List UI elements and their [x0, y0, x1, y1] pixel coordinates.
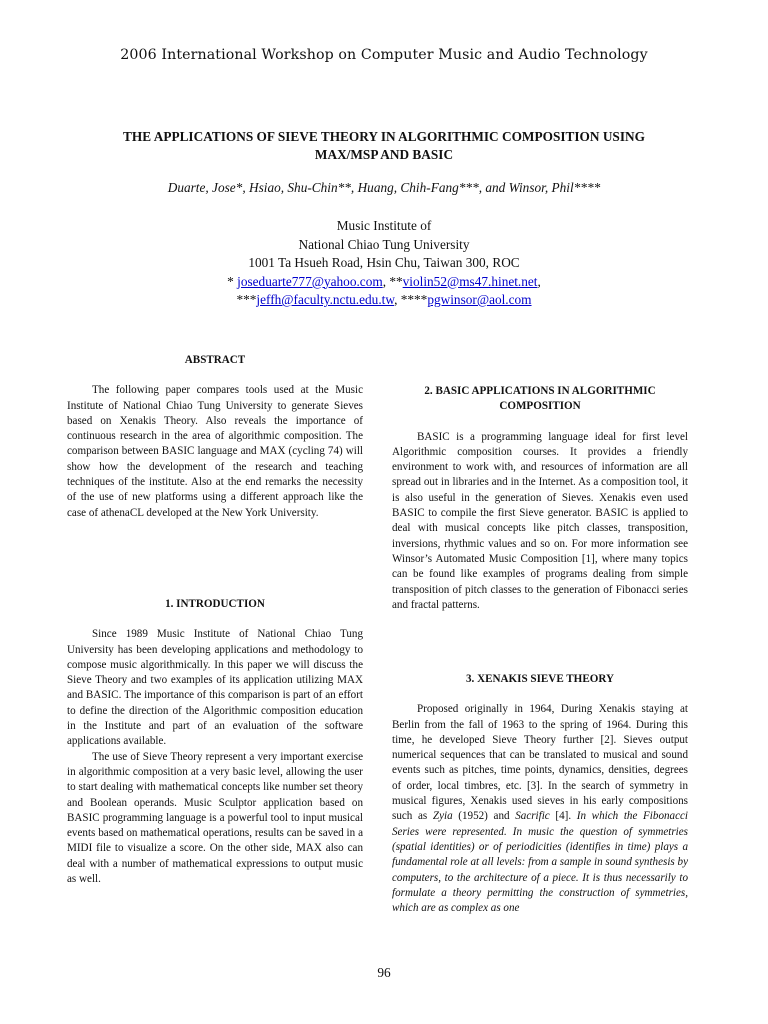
xenakis-paragraph — [392, 702, 688, 916]
email-link-hsiao[interactable]: violin52@ms47.hinet.net — [402, 273, 538, 289]
basic-section — [392, 384, 688, 613]
basic-heading — [392, 384, 688, 415]
xenakis-text: (1952) and — [452, 810, 516, 823]
affiliation — [0, 217, 768, 310]
xenakis-section — [392, 672, 688, 916]
introduction-paragraph-1: Since 1989 Music Institute of National Chiao Tung University has been developing applications and methodology to compose music algorithmically. In this paper we will discuss the Sieve Theory and two examples of its application utilizing MAX and BASIC. The importance of this comparison is part of an effort to define the direction of the Algorithmic composition education in the Institute and part of an evaluation of the software applications available. — [67, 628, 363, 748]
title-line-1: THE APPLICATIONS OF SIEVE THEORY IN ALGORITHMIC COMPOSITION USING — [123, 129, 645, 144]
page-number: 96 — [377, 965, 391, 980]
email-prefix: , ** — [382, 273, 403, 289]
email-link-duarte[interactable]: joseduarte777@yahoo.com — [237, 273, 383, 289]
abstract-text: The following paper compares tools used at the Music Institute of National Chiao Tung University to generate Sieves based on Xenakis Theory. Also reveals the importance of continuous research in the area of algorithmic composition. The comparison between BASIC language and MAX (cycling 74) will show how the development of the research and teaching techniques of the institute. Also at the end remarks the necessity of the use of new platforms using a different approach like the case of athenaCL developed at the New York University. — [67, 384, 363, 519]
email-separator: , — [537, 273, 541, 289]
affiliation-address: 1001 Ta Hsueh Road, Hsin Chu, Taiwan 300, ROC — [248, 255, 520, 270]
abstract-heading: ABSTRACT — [184, 354, 246, 366]
work-title-zyia: Zyia — [432, 810, 453, 823]
xenakis-heading: 3. XENAKIS SIEVE THEORY — [466, 673, 614, 685]
authors: Duarte, Jose*, Hsiao, Shu-Chin**, Huang, Chih-Fang***, and Winsor, Phil**** — [167, 180, 601, 195]
title-line-2: MAX/MSP AND BASIC — [314, 147, 454, 162]
work-title-sacrific: Sacrific — [515, 810, 550, 823]
basic-heading-line-1: 2. BASIC APPLICATIONS IN ALGORITHMIC — [424, 385, 656, 397]
affiliation-line-2: National Chiao Tung University — [298, 236, 470, 252]
introduction-section — [67, 597, 363, 887]
paper-title — [60, 128, 708, 164]
xenakis-quote: In which the Fibonacci Series were represented. In music the question of symmetries (spatial identities) or of periodicities (identifies in time) plays a fundamental role at all levels: from a sample in sound synthesis by computers, to the architecture of a piece. It is thus necessarily to formulate a theory permitting the construction of symmetries, which are as complex as one — [392, 810, 689, 915]
xenakis-text: Proposed originally in 1964, During Xenakis staying at Berlin from the fall of 1963 to the spring of 1964. During this time, he developed Sieve Theory further [2]. Sieves output numerical sequences that can be translated to musical and sound events such as pitches, time points, dynamics, densities, degrees of order, local timbres, etc. [3]. In the search of symmetry in musical figures, Xenakis used sieves in his early compositions such as — [392, 703, 688, 823]
basic-heading-line-2: COMPOSITION — [499, 400, 581, 413]
email-prefix: * — [227, 273, 238, 289]
introduction-heading: 1. INTRODUCTION — [165, 598, 265, 610]
email-line-1 — [0, 273, 768, 292]
basic-paragraph: BASIC is a programming language ideal for first level Algorithmic composition courses. It provides a friendly environment to work with, and resources of information are all spread out in libraries and in the Internet. As a composition tool, it is also useful in the generation of Sieves. Xenakis even used BASIC to compile the first Sieve generator. BASIC is applied to deal with musical concepts like pitch classes, transposition, inversions, rhythmic values and so on. For more information see Winsor’s Automated Music Composition [1], where many topics can be found like examples of programs dealing from simple transposition of pitch classes to the generation of Fibonacci series and fractal patterns. — [392, 430, 688, 611]
affiliation-line-1: Music Institute of — [336, 218, 432, 233]
email-link-huang[interactable]: jeffh@faculty.nctu.edu.tw — [256, 292, 395, 307]
introduction-paragraph-2: The use of Sieve Theory represent a very important exercise in algorithmic composition at a very basic level, allowing the user to start dealing with mathematical concepts like number set theory and Boolean operands. Music Sculptor application based on BASIC programming language is a powerful tool to input musical events based on mathematical operations, results can be saved in a MIDI file to visualize a score. On the other side, MAX also can deal with a number of mathematical expressions to output music as well. — [67, 750, 363, 886]
email-prefix: , **** — [394, 292, 428, 307]
email-link-winsor[interactable]: pgwinsor@aol.com — [427, 292, 532, 307]
abstract-section — [67, 353, 363, 521]
workshop-header: 2006 International Workshop on Computer Music and Audio Technology — [120, 47, 648, 63]
email-prefix: *** — [236, 292, 257, 307]
xenakis-text: [4]. — [549, 810, 577, 823]
email-line-2 — [0, 291, 768, 310]
